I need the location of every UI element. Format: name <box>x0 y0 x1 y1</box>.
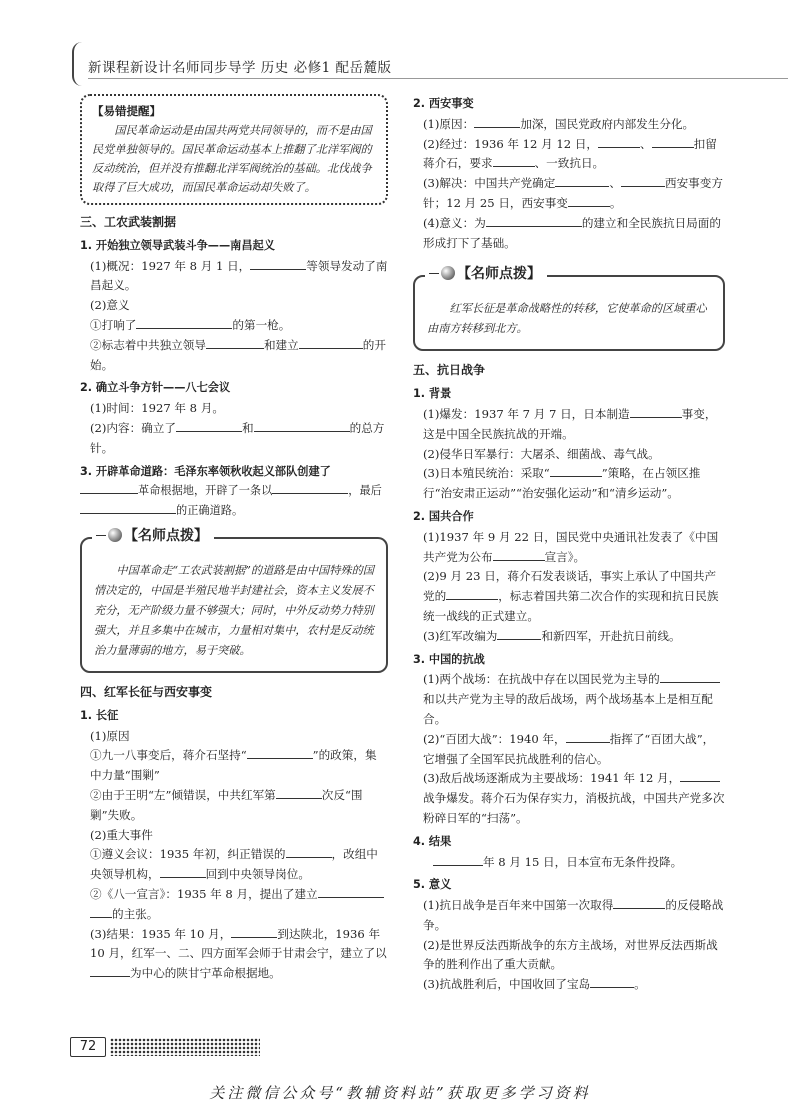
header-rule <box>88 78 788 79</box>
teacher-tip-box-right <box>413 266 725 351</box>
section-3-title: 三、工农武装割据 <box>80 215 177 229</box>
pushpin-icon <box>108 528 122 542</box>
fight-title: 3. 中国的抗战 <box>413 652 485 666</box>
fight-2: (2)“百团大战”：1940 年， 指挥了“百团大战”，它增强了全国军民抗战胜利的信心。 <box>423 731 715 766</box>
sig-3: (3)抗战胜利后，中国收回了宝岛 。 <box>423 977 646 992</box>
s4-1-events: (2)重大事件 <box>90 827 153 842</box>
s4-1-title: 1. 长征 <box>80 708 119 722</box>
coop-3: (3)红军改编为 和新四军，开赴抗日前线。 <box>423 628 681 643</box>
header-bracket <box>72 42 84 86</box>
s3-1-meaning-2: ②标志着中共独立领导 和建立 的开始。 <box>90 337 386 372</box>
result-title: 4. 结果 <box>413 834 452 848</box>
tip-line-icon <box>429 273 439 274</box>
cooperation-title: 2. 国共合作 <box>413 509 474 523</box>
teacher-tip-text: 中国革命走“工农武装割据”的道路是由中国特殊的国情决定的，中国是半殖民地半封建社会，资本主义发展不充分，无产阶级力量不够强大；同时，中外反动势力特别强大，并且多集中在城市，力量相对集中，农村是反动统治力量薄弱的地方，易于突破。 <box>94 563 374 657</box>
sig-2: (2)是世界反法西斯战争的东方主战场，对世界反法西斯战争的胜利作出了重大贡献。 <box>423 937 718 972</box>
section-5-title: 五、抗日战争 <box>413 363 486 378</box>
page-header <box>78 46 718 86</box>
s4-1-cause-2: ②由于王明“左”倾错误，中共红军第 次反“围剿”失败。 <box>90 787 363 822</box>
left-column <box>80 94 388 984</box>
teacher-tip-text: 红军长征是革命战略性的转移，它使革命的区域重心由南方转移到北方。 <box>427 302 707 336</box>
footer-note: 关注微信公众号“教辅资料站”获取更多学习资料 <box>209 1084 591 1102</box>
xian-process: (2)经过：1936 年 12 月 12 日， 、 扣留蒋介石，要求 、一致抗日。 <box>423 136 717 171</box>
pushpin-icon <box>441 266 455 280</box>
s4-2-title: 2. 西安事变 <box>413 97 474 110</box>
s3-2-content: (2)内容：确立了 和 的总方针。 <box>90 420 385 455</box>
s3-3-text: 3. 开辟革命道路：毛泽东率领秋收起义部队创建了革命根据地，开辟了一条以 ，最后的正确道路。 <box>80 464 382 518</box>
s4-1-cause: (1)原因 <box>90 728 130 743</box>
teacher-tip-box-left <box>80 527 388 673</box>
xian-cause: (1)原因： 加深，国民党政府内部发生分化。 <box>423 116 695 131</box>
dot-pattern <box>110 1038 260 1056</box>
s3-1-meaning-1: ①打响了 的第一枪。 <box>90 317 291 332</box>
s4-1-zunyi: ①遵义会议：1935 年初，纠正错误的 ，改组中央领导机构， 回到中央领导岗位。 <box>90 847 378 882</box>
result-text: 年 8 月 15 日，日本宣布无条件投降。 <box>413 853 725 873</box>
teacher-tip-label: 【名师点拨】 <box>425 264 547 284</box>
s4-1-declaration: ②《八一宣言》：1935 年 8 月，提出了建立的主张。 <box>80 885 388 925</box>
s3-1-overview: (1)概况：1927 年 8 月 1 日， 等领导发动了南昌起义。 <box>90 258 388 293</box>
fight-3: (3)敌后战场逐渐成为主要战场：1941 年 12 月，战争爆发。蒋介石为保存实力，消极抗战，中国共产党多次粉碎日军的“扫荡”。 <box>423 771 725 825</box>
background-title: 1. 背景 <box>413 387 452 401</box>
page-number: 72 <box>70 1037 106 1057</box>
s3-2-time: (1)时间：1927 年 8 月。 <box>90 401 224 416</box>
s4-1-result: (3)结果：1935 年 10 月， 到达陕北，1936 年 10 月，红军一、二、四方面军会师于甘肃会宁，建立了以为中心的陕甘宁革命根据地。 <box>90 926 387 981</box>
bg-atrocities: (2)侵华日军暴行：大屠杀、细菌战、毒气战。 <box>423 446 660 461</box>
bg-colonial: (3)日本殖民统治：采取“ ”策略，在占领区推行“治安肃正运动”“治安强化运动”和“清乡运动”。 <box>423 466 701 501</box>
xian-significance: (4)意义：为 的建立和全民族抗日局面的形成打下了基础。 <box>423 215 721 250</box>
page-number-bar <box>70 1037 260 1057</box>
significance-title: 5. 意义 <box>413 878 452 892</box>
error-reminder-tag: 【易错提醒】 <box>92 104 161 118</box>
error-reminder-text: 国民革命运动是由国共两党共同领导的，而不是由国民党单独领导的。国民革命运动基本上推翻了北洋军阀的反动统治，但并没有推翻北洋军阀统治的基础。北伐战争取得了巨大成功，而国民革命运动却失败了。 <box>92 124 372 194</box>
coop-1: (1)1937 年 9 月 22 日，国民党中央通讯社发表了《中国共产党为公布 宣言》。 <box>423 529 719 564</box>
s3-1-title: 1. 开始独立领导武装斗争——南昌起义 <box>80 238 275 252</box>
bg-outbreak: (1)爆发：1937 年 7 月 7 日，日本制造 事变，这是中国全民族抗战的开端。 <box>423 406 717 441</box>
sig-1: (1)抗日战争是百年来中国第一次取得 的反侵略战争。 <box>423 898 724 932</box>
xian-resolution: (3)解决：中国共产党确定 、 西安事变方针；12 月 25 日，西安事变 。 <box>423 176 723 210</box>
right-column <box>413 94 725 995</box>
teacher-tip-label: 【名师点拨】 <box>92 526 214 546</box>
coop-2: (2)9 月 23 日，蒋介石发表谈话，事实上承认了中国共产党的 ，标志着国共第二次合作的实现和抗日民族统一战线的正式建立。 <box>423 569 719 623</box>
section-4-title: 四、红军长征与西安事变 <box>80 684 213 699</box>
fight-1: (1)两个战场：在抗战中存在以国民党为主导的和以共产党为主导的敌后战场，两个战场基本上是相互配合。 <box>413 670 725 729</box>
tip-line-icon <box>96 535 106 536</box>
s4-1-cause-1: ①九一八事变后，蒋介石坚持“ ”的政策，集中力量“围剿” <box>90 748 377 783</box>
s3-1-meaning: (2)意义 <box>90 298 130 313</box>
s3-2-title: 2. 确立斗争方针——八七会议 <box>80 381 231 395</box>
book-title: 新课程新设计名师同步导学 历史 必修1 配岳麓版 <box>88 60 392 76</box>
error-reminder-box <box>80 94 388 205</box>
